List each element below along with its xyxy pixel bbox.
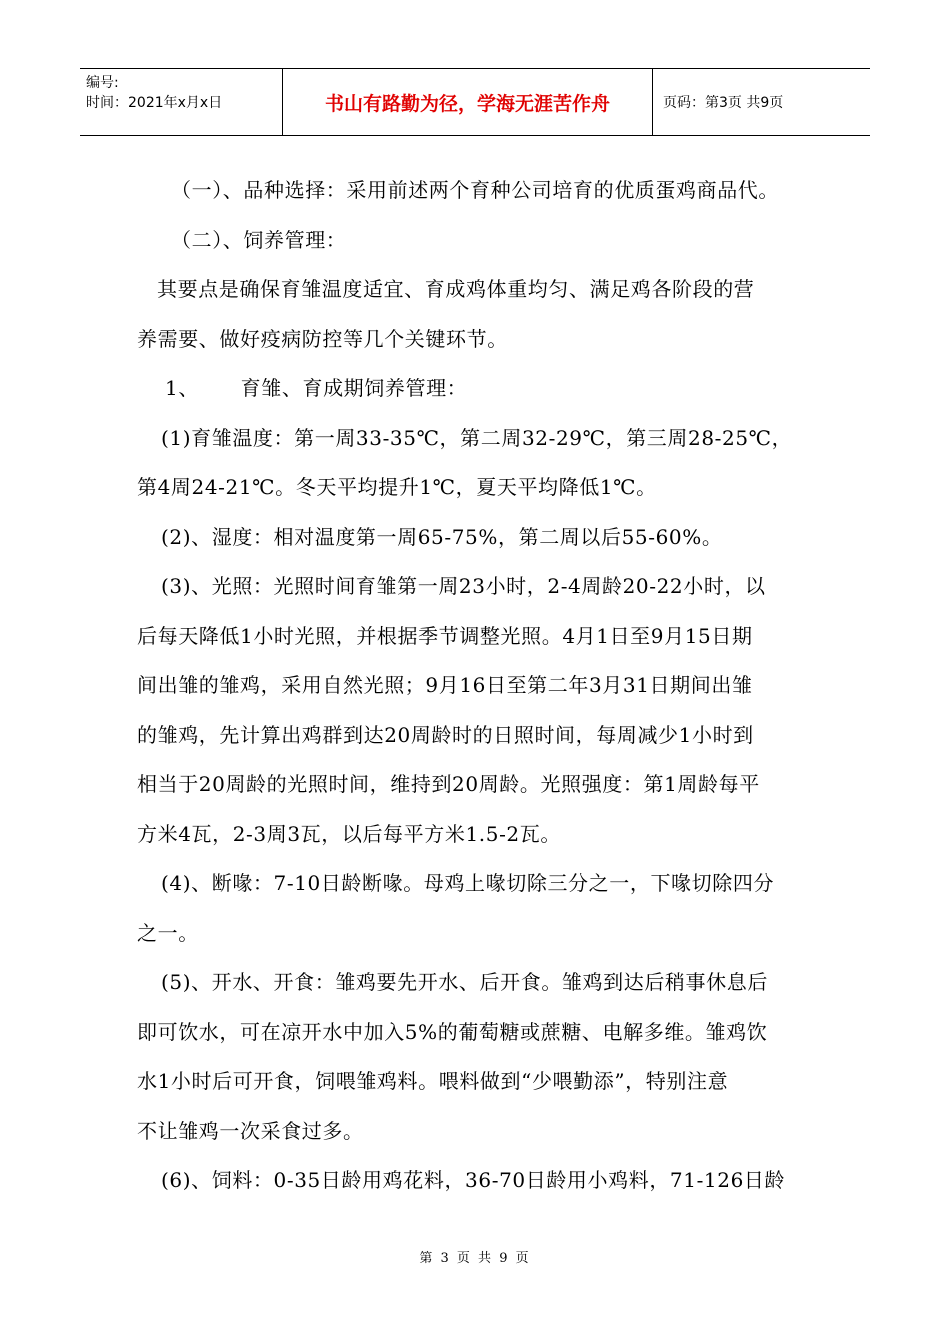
body-line: 之一。 <box>137 920 199 945</box>
body-line: （二）、饲养管理： <box>171 227 347 252</box>
page-footer: 第 3 页 共 9 页 <box>419 1251 531 1266</box>
body-line: 即可饮水，可在凉开水中加入5%的葡萄糖或蔗糖、电解多维。雏鸡饮 <box>137 1019 768 1044</box>
body-line: (3)、光照：光照时间育雏第一周23小时，2-4周龄20-22小时，以 <box>161 574 766 598</box>
body-line: 的雏鸡，先计算出鸡群到达20周龄时的日照时间，每周减少1小时到 <box>137 722 754 747</box>
header-motto: 书山有路勤为径，学海无涯苦作舟 <box>283 69 653 135</box>
body-line: 不让雏鸡一次采食过多。 <box>137 1118 364 1143</box>
body-line: 方米4瓦，2-3周3瓦，以后每平方米1.5-2瓦。 <box>137 821 561 846</box>
document-time-label: 时间：2021年x月x日 <box>86 95 223 111</box>
header-meta <box>80 69 283 135</box>
document-number-label: 编号: <box>86 75 119 91</box>
body-line: 1、 育雏、育成期饲养管理： <box>165 376 468 400</box>
body-line: 水1小时后可开食，饲喂雏鸡料。喂料做到“少喂勤添”，特别注意 <box>137 1069 729 1093</box>
body-line: 养需要、做好疫病防控等几个关键环节。 <box>137 326 508 351</box>
body-line: （一）、品种选择：采用前述两个育种公司培育的优质蛋鸡商品代。 <box>171 178 779 202</box>
body-line: 后每天降低1小时光照，并根据季节调整光照。4月1日至9月15日期 <box>137 623 753 648</box>
body-line: (5)、开水、开食：雏鸡要先开水、后开食。雏鸡到达后稍事休息后 <box>161 970 768 994</box>
body-line: (6)、饲料：0-35日龄用鸡花料，36-70日龄用小鸡料，71-126日龄 <box>161 1168 786 1192</box>
page-header <box>80 68 870 136</box>
body-line: 间出雏的雏鸡，采用自然光照；9月16日至第二年3月31日期间出雏 <box>137 673 753 697</box>
body-line: (1)育雏温度：第一周33-35℃，第二周32-29℃，第三周28-25℃， <box>161 425 793 450</box>
document-body <box>137 166 827 1206</box>
body-line: 第4周24-21℃。冬天平均提升1℃，夏天平均降低1℃。 <box>137 475 657 499</box>
body-line: 其要点是确保育雏温度适宜、育成鸡体重均匀、满足鸡各阶段的营 <box>157 277 755 301</box>
header-page-info: 页码：第3页 共9页 <box>663 95 784 111</box>
body-line: (2)、湿度：相对温度第一周65-75%，第二周以后55-60%。 <box>161 524 723 549</box>
body-line: (4)、断喙：7-10日龄断喙。母鸡上喙切除三分之一，下喙切除四分 <box>161 871 775 895</box>
body-line: 相当于20周龄的光照时间，维持到20周龄。光照强度：第1周龄每平 <box>137 772 760 796</box>
